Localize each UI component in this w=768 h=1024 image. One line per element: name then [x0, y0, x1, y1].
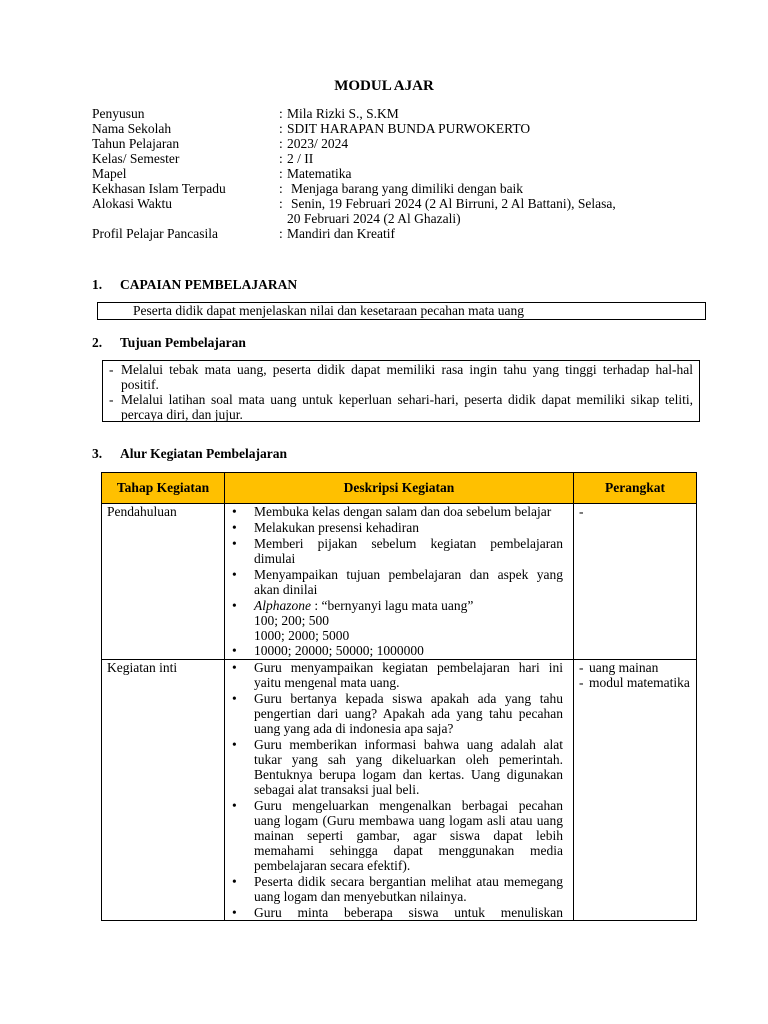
info-label: Nama Sekolah [92, 121, 172, 136]
info-value: Mandiri dan Kreatif [287, 226, 395, 241]
bullet-icon: • [232, 504, 237, 519]
tujuan-box [102, 360, 700, 422]
capaian-box [97, 302, 706, 320]
capaian-text: Peserta didik dapat menjelaskan nilai dan kesetaraan pecahan mata uang [133, 303, 524, 318]
bullet-icon: • [232, 536, 237, 551]
info-value: 2 / II [287, 151, 314, 166]
info-label: Tahun Pelajaran [92, 136, 180, 151]
info-label: Kekhasan Islam Terpadu [92, 181, 226, 196]
section-heading-alur [92, 446, 287, 461]
list-item: • Guru memberikan informasi bahwa uang adalah alat tukar yang sah yang dikeluarkan oleh pemerintah. Bentuknya berupa logam dan kertas. Uang digunakan sebagai alat transaksi jual beli. [232, 737, 563, 797]
info-row-alokasi-waktu-cont [92, 211, 712, 226]
alphazone-line: 100; 200; 500 [254, 613, 330, 628]
info-label: Mapel [92, 166, 127, 181]
info-label: Penyusun [92, 106, 145, 121]
list-item: • Guru minta beberapa siswa untuk menuliskan [232, 905, 563, 920]
section-heading-capaian [92, 277, 297, 292]
dash-icon: - [579, 660, 584, 675]
section-number: 1. [92, 277, 103, 292]
alphazone-line: 1000; 2000; 5000 [254, 628, 350, 643]
dash-icon: - [109, 362, 114, 377]
bullet-icon: • [232, 691, 237, 706]
bullet-icon: • [232, 567, 237, 582]
bullet-icon: • [232, 643, 237, 658]
info-row-penyusun: Penyusun : Mila Rizki S., S.KM [92, 106, 712, 121]
document-title: MODUL AJAR [334, 78, 434, 94]
bullet-icon: • [232, 660, 237, 675]
list-item: - uang mainan [579, 660, 659, 675]
activity-table [101, 472, 697, 921]
info-row-mapel: Mapel : Matematika [92, 166, 712, 181]
cell-perangkat: - [574, 504, 697, 660]
bullet-icon: • [232, 874, 237, 889]
bullet-icon: • [232, 798, 237, 813]
header-perangkat: Perangkat [574, 473, 697, 504]
bullet-icon: • [232, 737, 237, 752]
info-label: Profil Pelajar Pancasila [92, 226, 218, 241]
info-value: Senin, 19 Februari 2024 (2 Al Birruni, 2 Al Battani), Selasa, [291, 196, 616, 211]
table-row [102, 504, 697, 660]
header-tahap: Tahap Kegiatan [102, 473, 225, 504]
list-item: • Peserta didik secara bergantian melihat atau memegang uang logam dan menyebutkan nilainya. [232, 874, 563, 904]
cell-tahap: Kegiatan inti [102, 660, 225, 921]
info-row-alokasi-waktu: Alokasi Waktu : Senin, 19 Februari 2024 (2 Al Birruni, 2 Al Battani), Selasa, [92, 196, 712, 211]
info-value: SDIT HARAPAN BUNDA PURWOKERTO [287, 121, 531, 136]
info-value-continued: 20 Februari 2024 (2 Al Ghazali) [287, 211, 461, 226]
table-row [102, 660, 697, 921]
list-item: • Guru bertanya kepada siswa apakah ada yang tahu pengertian dari uang? Apakah ada yang tahu pecahan uang yang ada di indonesia apa saja? [232, 691, 563, 736]
dash-icon: - [109, 392, 114, 407]
bullet-icon: • [232, 520, 237, 535]
list-item: • Melakukan presensi kehadiran [232, 520, 419, 535]
list-item: • 10000; 20000; 50000; 1000000 [232, 643, 424, 658]
list-item: • Guru menyampaikan kegiatan pembelajaran hari ini yaitu mengenal mata uang. [232, 660, 563, 690]
section-title: Alur Kegiatan Pembelajaran [120, 446, 287, 461]
list-item: • Memberi pijakan sebelum kegiatan pembelajaran dimulai [232, 536, 563, 566]
list-item: - Melalui tebak mata uang, peserta didik dapat memiliki rasa ingin tahu yang tinggi terhadap hal-hal positif. [109, 362, 693, 392]
info-label: Kelas/ Semester [92, 151, 180, 166]
info-value: Mila Rizki S., S.KM [287, 106, 399, 121]
cell-tahap: Pendahuluan [102, 504, 225, 660]
section-heading-tujuan [92, 335, 246, 350]
info-value: Matematika [287, 166, 352, 181]
list-item: - modul matematika [579, 675, 690, 690]
header-deskripsi: Deskripsi Kegiatan [225, 473, 574, 504]
info-value: Menjaga barang yang dimiliki dengan baik [291, 181, 524, 196]
section-title: Tujuan Pembelajaran [120, 335, 246, 350]
info-row-tahun-pelajaran: Tahun Pelajaran : 2023/ 2024 [92, 136, 712, 151]
cell-deskripsi [225, 660, 574, 921]
info-row-kekhasan: Kekhasan Islam Terpadu : Menjaga barang yang dimiliki dengan baik [92, 181, 712, 196]
table-header-row [102, 473, 697, 504]
bullet-icon: • [232, 598, 237, 613]
info-label: Alokasi Waktu [92, 196, 173, 211]
info-row-kelas-semester: Kelas/ Semester : 2 / II [92, 151, 712, 166]
list-item: • Membuka kelas dengan salam dan doa sebelum belajar [232, 504, 552, 519]
section-title: CAPAIAN PEMBELAJARAN [120, 277, 298, 292]
section-number: 3. [92, 446, 103, 461]
list-item: • Menyampaikan tujuan pembelajaran dan aspek yang akan dinilai [232, 567, 563, 597]
cell-perangkat [574, 660, 697, 921]
dash-icon: - [579, 675, 584, 690]
info-row-nama-sekolah: Nama Sekolah : SDIT HARAPAN BUNDA PURWOKERTO [92, 121, 712, 136]
list-item: • Guru mengeluarkan mengenalkan berbagai pecahan uang logam (Guru membawa uang logam asli atau uang mainan seperti gambar, agar siswa dapat lebih memahami sehingga dapat menggunakan media pembelajaran secara efektif). [232, 798, 563, 873]
list-item: • Alphazone : “bernyanyi lagu mata uang” [232, 598, 474, 613]
info-row-profil: Profil Pelajar Pancasila : Mandiri dan Kreatif [92, 226, 712, 241]
list-item: - Melalui latihan soal mata uang untuk keperluan sehari-hari, peserta didik dapat memiliki sikap teliti, percaya diri, dan jujur. [109, 392, 693, 422]
bullet-icon: • [232, 905, 237, 920]
alphazone-label: Alphazone [254, 598, 311, 613]
info-value: 2023/ 2024 [287, 136, 349, 151]
section-number: 2. [92, 335, 103, 350]
info-block [92, 106, 712, 241]
cell-deskripsi [225, 504, 574, 660]
